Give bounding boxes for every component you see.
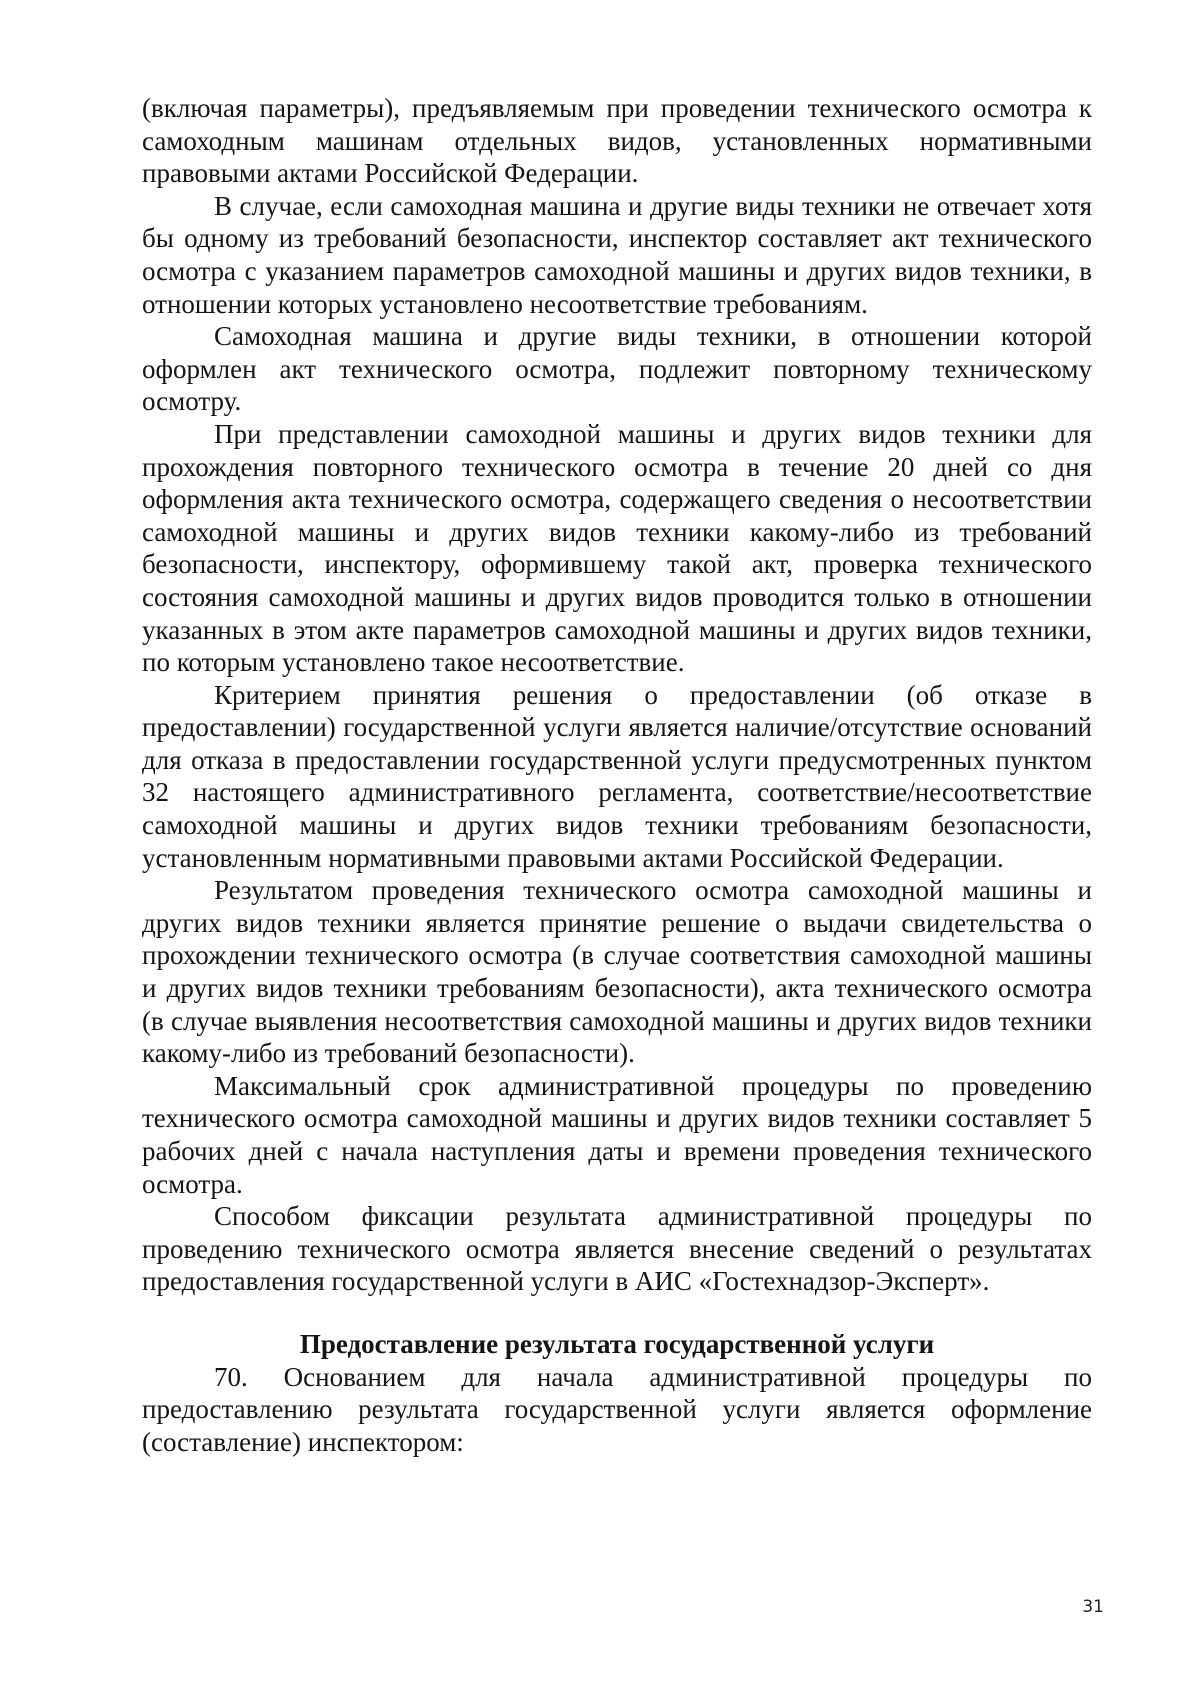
paragraph-max-duration: Максимальный срок административной процедуры по проведению технического осмотра самоходной машины и других видов техники составляет 5 рабочих дней с начала наступления даты и времени проведения технического осмотра. <box>142 1070 1092 1199</box>
paragraph-repeat-inspection: Самоходная машина и другие виды техники, в отношении которой оформлен акт технического осмотра, подлежит повторному техническому осмотру. <box>142 321 1092 417</box>
paragraph-decision-criterion: Критерием принятия решения о предоставлении (об отказе в предоставлении) государственной услуги является наличие/отсутствие оснований для отказа в предоставлении государственной услуги предусмотренных пунктом 32 настоящего административного регламента, соответствие/несоответствие самоходной машины и других видов техники требованиям безопасности, установленным нормативными правовыми актами Российской Федерации. <box>142 679 1092 873</box>
paragraph-repeat-within-20-days: При представлении самоходной машины и других видов техники для прохождения повторного технического осмотра в течение 20 дней со дня оформления акта технического осмотра, содержащего сведения о несоответствии самоходной машины и других видов техники какому-либо из требований безопасности, инспектору, оформившему такой акт, проверка технического состояния самоходной машины и других видов проводится только в отношении указанных в этом акте параметров самоходной машины и других видов техники, по которым установлено такое несоответствие. <box>142 418 1092 678</box>
paragraph-result-recording: Способом фиксации результата административной процедуры по проведению технического осмотра является внесение сведений о результатах предоставления государственной услуги в АИС «Гостехнадзор-Эксперт». <box>142 1201 1092 1297</box>
paragraph-inspection-result: Результатом проведения технического осмотра самоходной машины и других видов техники является принятие решение о выдачи свидетельства о прохождении технического осмотра (в случае соответствия самоходной машины и других видов техники требованиям безопасности), акта технического осмотра (в случае выявления несоответствия самоходной машины и других видов техники какому-либо из требований безопасности). <box>142 875 1092 1069</box>
document-body <box>142 92 1092 1458</box>
paragraph-continuation: (включая параметры), предъявляемым при проведении технического осмотра к самоходным машинам отдельных видов, установленных нормативными правовыми актами Российской Федерации. <box>142 93 1092 189</box>
page-number: 31 <box>1082 1597 1104 1617</box>
section-heading: Предоставление результата государственной услуги <box>299 1328 935 1359</box>
paragraph-item-70: 70. Основанием для начала административной процедуры по предоставлению результата государственной услуги является оформление (составление) инспектором: <box>142 1361 1092 1457</box>
paragraph-noncompliance-act: В случае, если самоходная машина и другие виды техники не отвечает хотя бы одному из требований безопасности, инспектор составляет акт технического осмотра с указанием параметров самоходной машины и других видов техники, в отношении которых установлено несоответствие требованиям. <box>142 190 1092 319</box>
